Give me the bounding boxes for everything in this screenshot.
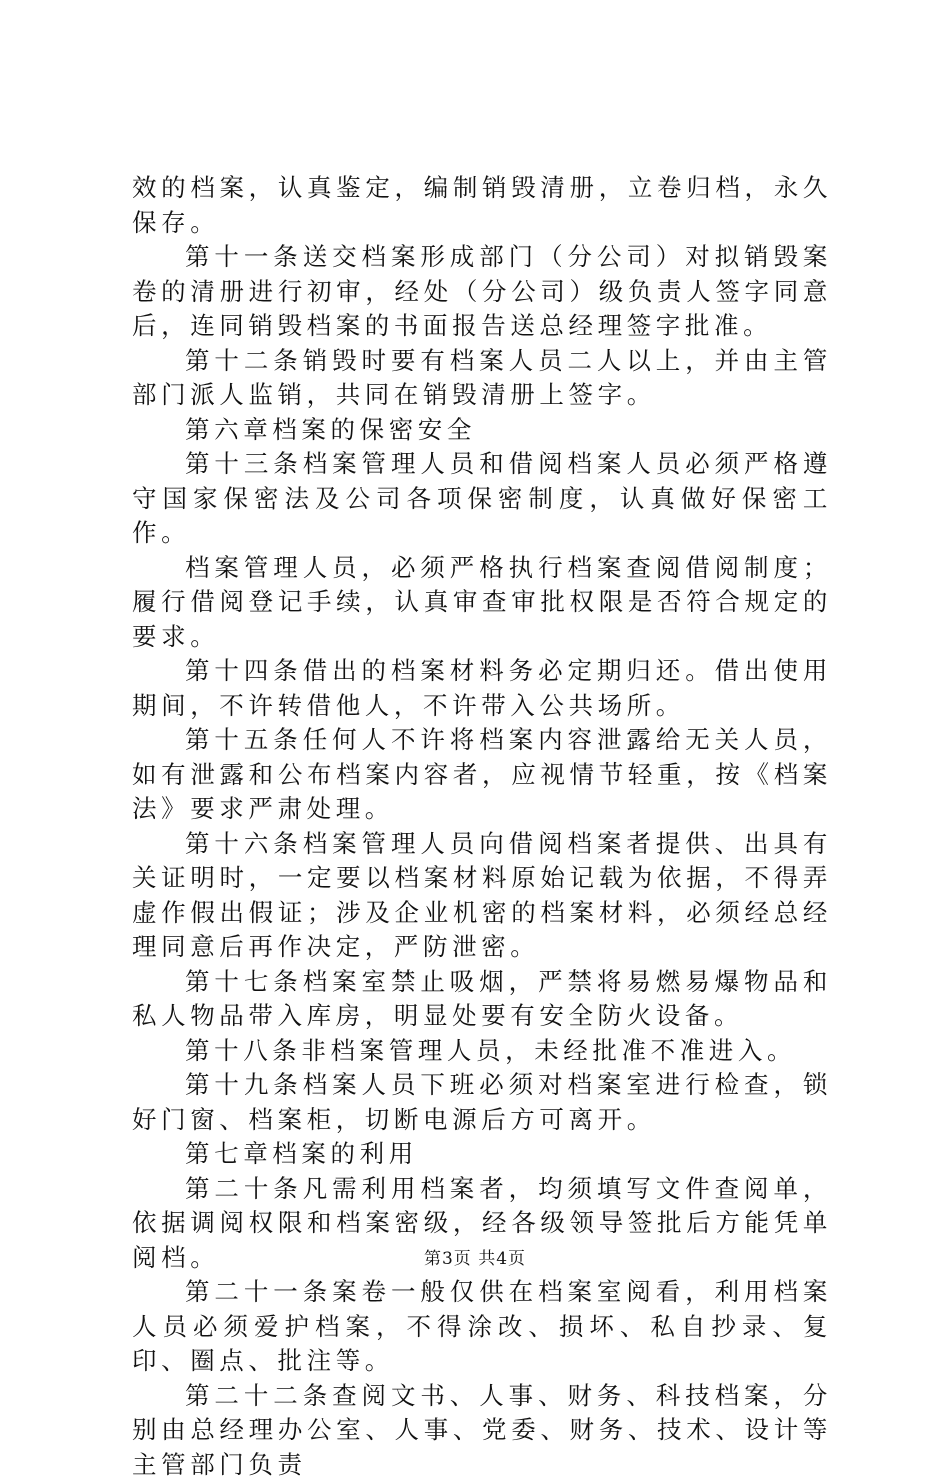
paragraph: 第二十二条查阅文书、人事、财务、科技档案，分别由总经理办公室、人事、党委、财务、技术、设计等主管部门负责 [132, 1379, 832, 1482]
paragraph: 第七章档案的利用 [132, 1137, 832, 1172]
paragraph: 第十三条档案管理人员和借阅档案人员必须严格遵守国家保密法及公司各项保密制度，认真做好保密工作。 [132, 447, 832, 551]
paragraph: 第十二条销毁时要有档案人员二人以上，并由主管部门派人监销，共同在销毁清册上签字。 [132, 344, 832, 413]
paragraph: 第二十条凡需利用档案者，均须填写文件查阅单，依据调阅权限和档案密级，经各级领导签批后方能凭单阅档。 [132, 1172, 832, 1276]
paragraph: 第六章档案的保密安全 [132, 413, 832, 448]
paragraph: 效的档案，认真鉴定，编制销毁清册，立卷归档，永久保存。 [132, 171, 832, 240]
paragraph: 第十一条送交档案形成部门（分公司）对拟销毁案卷的清册进行初审，经处（分公司）级负责人签字同意后，连同销毁档案的书面报告送总经理签字批准。 [132, 240, 832, 344]
paragraph: 第十六条档案管理人员向借阅档案者提供、出具有关证明时，一定要以档案材料原始记载为依据，不得弄虚作假出假证；涉及企业机密的档案材料，必须经总经理同意后再作决定，严防泄密。 [132, 827, 832, 965]
paragraph: 第十四条借出的档案材料务必定期归还。借出使用期间，不许转借他人，不许带入公共场所。 [132, 654, 832, 723]
page-footer: 第3页 共4页 [0, 1244, 950, 1269]
paragraph: 第十七条档案室禁止吸烟，严禁将易燃易爆物品和私人物品带入库房，明显处要有安全防火设备。 [132, 965, 832, 1034]
paragraph: 第二十一条案卷一般仅供在档案室阅看，利用档案人员必须爱护档案，不得涂改、损坏、私自抄录、复印、圈点、批注等。 [132, 1275, 832, 1379]
paragraph: 档案管理人员，必须严格执行档案查阅借阅制度；履行借阅登记手续，认真审查审批权限是否符合规定的要求。 [132, 551, 832, 655]
paragraph: 第十八条非档案管理人员，未经批准不准进入。 [132, 1034, 832, 1069]
paragraph: 第十九条档案人员下班必须对档案室进行检查，锁好门窗、档案柜，切断电源后方可离开。 [132, 1068, 832, 1137]
paragraph: 第十五条任何人不许将档案内容泄露给无关人员，如有泄露和公布档案内容者，应视情节轻重，按《档案法》要求严肃处理。 [132, 723, 832, 827]
document-body [132, 171, 832, 1482]
